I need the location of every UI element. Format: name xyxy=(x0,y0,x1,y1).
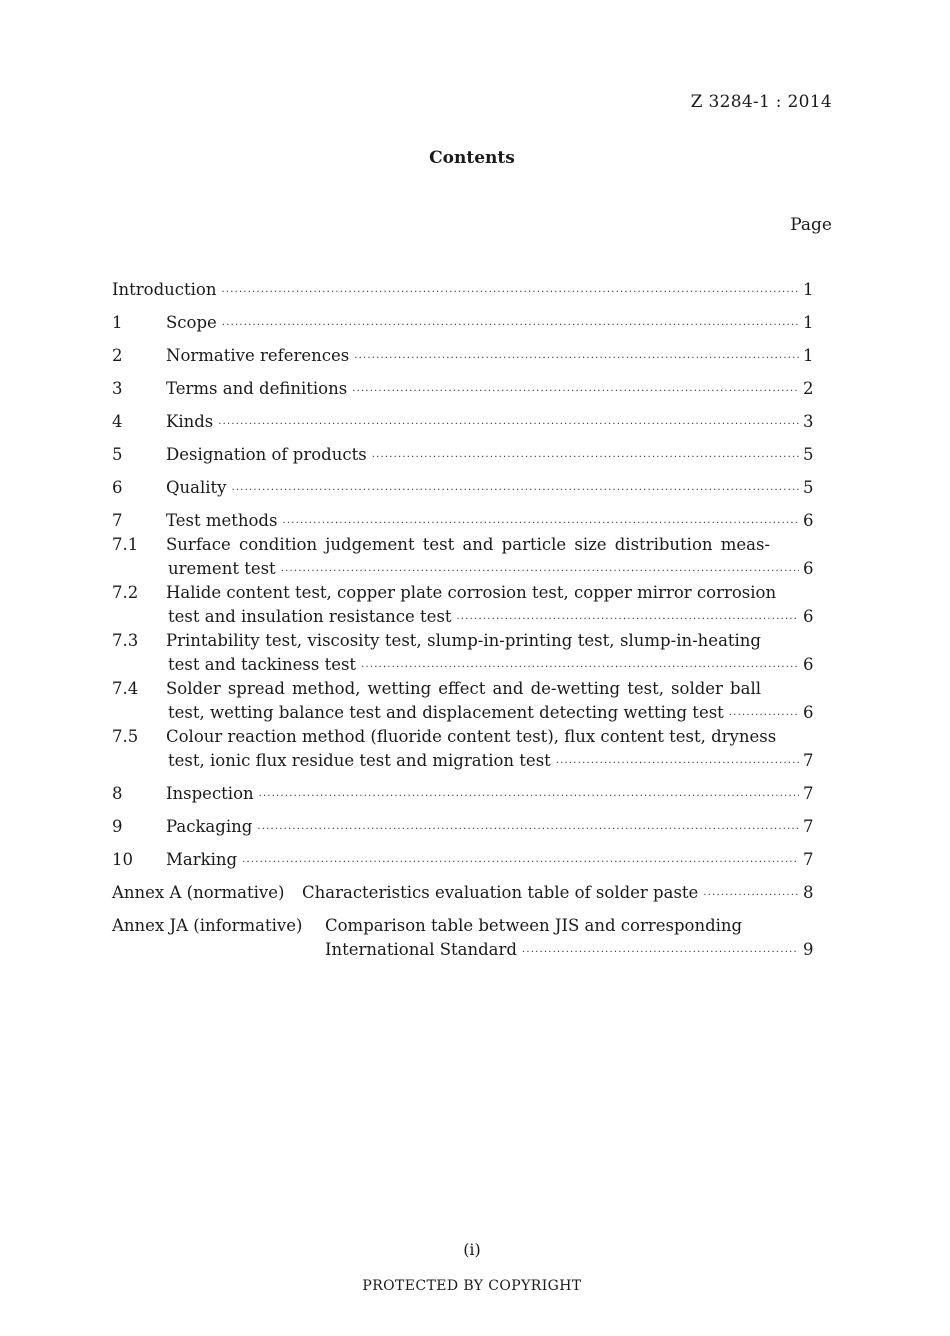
toc-number: 10 xyxy=(112,850,133,869)
toc-number: 7.4 xyxy=(112,679,139,698)
toc-entry-kinds[interactable] xyxy=(112,410,813,434)
toc-label-line-1: Solder spread method, wetting effect and de-wetting test, solder ball xyxy=(166,679,761,698)
toc-label-line-2: test, wetting balance test and displacement detecting wetting test xyxy=(168,703,724,722)
toc-label-line-2: test and insulation resistance test xyxy=(168,607,452,626)
toc-entry-quality[interactable] xyxy=(112,476,813,500)
toc-label-line-1: Halide content test, copper plate corrosion test, copper mirror corrosion xyxy=(166,583,777,602)
toc-page-number: 2 xyxy=(803,379,814,398)
toc-entry-marking[interactable] xyxy=(112,848,813,872)
toc-annex-prefix: Annex A (normative) xyxy=(112,883,285,902)
toc-page-number: 7 xyxy=(803,751,814,770)
toc-number: 7.5 xyxy=(112,727,139,746)
toc-leader-dots xyxy=(372,446,799,470)
toc-label: Terms and definitions xyxy=(166,379,348,398)
toc-page-number: 7 xyxy=(803,850,814,869)
toc-entry-introduction[interactable] xyxy=(112,278,813,302)
toc-number: 7 xyxy=(112,511,123,530)
toc-number: 9 xyxy=(112,817,123,836)
toc-page-number: 1 xyxy=(803,313,814,332)
toc-page-number: 6 xyxy=(803,655,814,674)
toc-entry-7-2[interactable] xyxy=(112,581,813,629)
toc-page-number: 7 xyxy=(803,817,814,836)
toc-entry-designation-of-products[interactable] xyxy=(112,443,813,467)
toc-page-number: 6 xyxy=(803,559,814,578)
standard-number: Z 3284-1 : 2014 xyxy=(690,92,832,112)
toc-number: 6 xyxy=(112,478,123,497)
toc-label-line-1: Comparison table between JIS and corresponding xyxy=(325,916,743,935)
toc-page-number: 9 xyxy=(803,940,814,959)
page-number-roman: (i) xyxy=(463,1240,481,1259)
toc-label-line-1: Colour reaction method (fluoride content test), flux content test, dryness xyxy=(166,727,777,746)
toc-page-number: 6 xyxy=(803,703,814,722)
toc-number: 4 xyxy=(112,412,123,431)
toc-entry-7-4[interactable] xyxy=(112,677,813,725)
toc-page-number: 7 xyxy=(803,784,814,803)
copyright-notice: PROTECTED BY COPYRIGHT xyxy=(362,1278,582,1294)
toc-page-number: 3 xyxy=(803,412,814,431)
toc-page-number: 6 xyxy=(803,607,814,626)
toc-entry-7-5[interactable] xyxy=(112,725,813,773)
page-title: Contents xyxy=(429,148,515,168)
toc-label: Characteristics evaluation table of solder paste xyxy=(302,883,699,902)
toc-entry-scope[interactable] xyxy=(112,311,813,335)
toc-page-number: 8 xyxy=(803,883,814,902)
toc-leader-dots xyxy=(556,752,799,776)
toc-label-line-2: International Standard xyxy=(325,940,517,959)
toc-page-number: 1 xyxy=(803,280,814,299)
toc-leader-dots xyxy=(232,479,800,503)
toc-label: Introduction xyxy=(112,280,217,299)
toc-label-line-2: urement test xyxy=(168,559,276,578)
toc-page-number: 6 xyxy=(803,511,814,530)
toc-entry-7-1[interactable] xyxy=(112,533,813,581)
toc-entry-7-3[interactable] xyxy=(112,629,813,677)
toc-number: 5 xyxy=(112,445,123,464)
toc-number: 1 xyxy=(112,313,123,332)
toc-leader-dots xyxy=(242,851,799,875)
toc-number: 7.1 xyxy=(112,535,139,554)
table-of-contents xyxy=(112,278,813,962)
toc-label-line-2: test and tackiness test xyxy=(168,655,357,674)
toc-page-number: 5 xyxy=(803,478,814,497)
toc-label: Quality xyxy=(166,478,227,497)
toc-entry-terms-and-definitions[interactable] xyxy=(112,377,813,401)
toc-label: Designation of products xyxy=(166,445,367,464)
toc-entry-annex-a[interactable] xyxy=(112,881,813,905)
toc-label: Inspection xyxy=(166,784,254,803)
toc-label-line-1: Surface condition judgement test and particle size distribution meas- xyxy=(166,535,770,554)
toc-entry-normative-references[interactable] xyxy=(112,344,813,368)
toc-label-line-1: Printability test, viscosity test, slump-in-printing test, slump-in-heating xyxy=(166,631,761,650)
toc-label: Normative references xyxy=(166,346,350,365)
toc-leader-dots xyxy=(354,347,799,371)
toc-number: 3 xyxy=(112,379,123,398)
toc-page-number: 1 xyxy=(803,346,814,365)
toc-leader-dots xyxy=(257,818,799,842)
toc-label: Packaging xyxy=(166,817,253,836)
toc-leader-dots xyxy=(222,281,800,305)
toc-annex-prefix: Annex JA (informative) xyxy=(112,916,303,935)
toc-page-number: 5 xyxy=(803,445,814,464)
toc-number: 7.3 xyxy=(112,631,139,650)
toc-entry-packaging[interactable] xyxy=(112,815,813,839)
toc-entry-test-methods[interactable] xyxy=(112,509,813,533)
toc-leader-dots xyxy=(222,314,799,338)
toc-entry-annex-ja[interactable] xyxy=(112,914,813,962)
toc-leader-dots xyxy=(259,785,799,809)
toc-leader-dots xyxy=(218,413,799,437)
toc-entry-inspection[interactable] xyxy=(112,782,813,806)
toc-number: 7.2 xyxy=(112,583,139,602)
toc-leader-dots xyxy=(703,884,799,908)
toc-label: Marking xyxy=(166,850,238,869)
toc-leader-dots xyxy=(352,380,799,404)
toc-label: Scope xyxy=(166,313,217,332)
toc-label-line-2: test, ionic flux residue test and migration test xyxy=(168,751,551,770)
page-column-heading: Page xyxy=(790,215,832,235)
toc-leader-dots xyxy=(522,941,799,965)
toc-label: Test methods xyxy=(166,511,278,530)
toc-label: Kinds xyxy=(166,412,214,431)
toc-number: 8 xyxy=(112,784,123,803)
toc-number: 2 xyxy=(112,346,123,365)
